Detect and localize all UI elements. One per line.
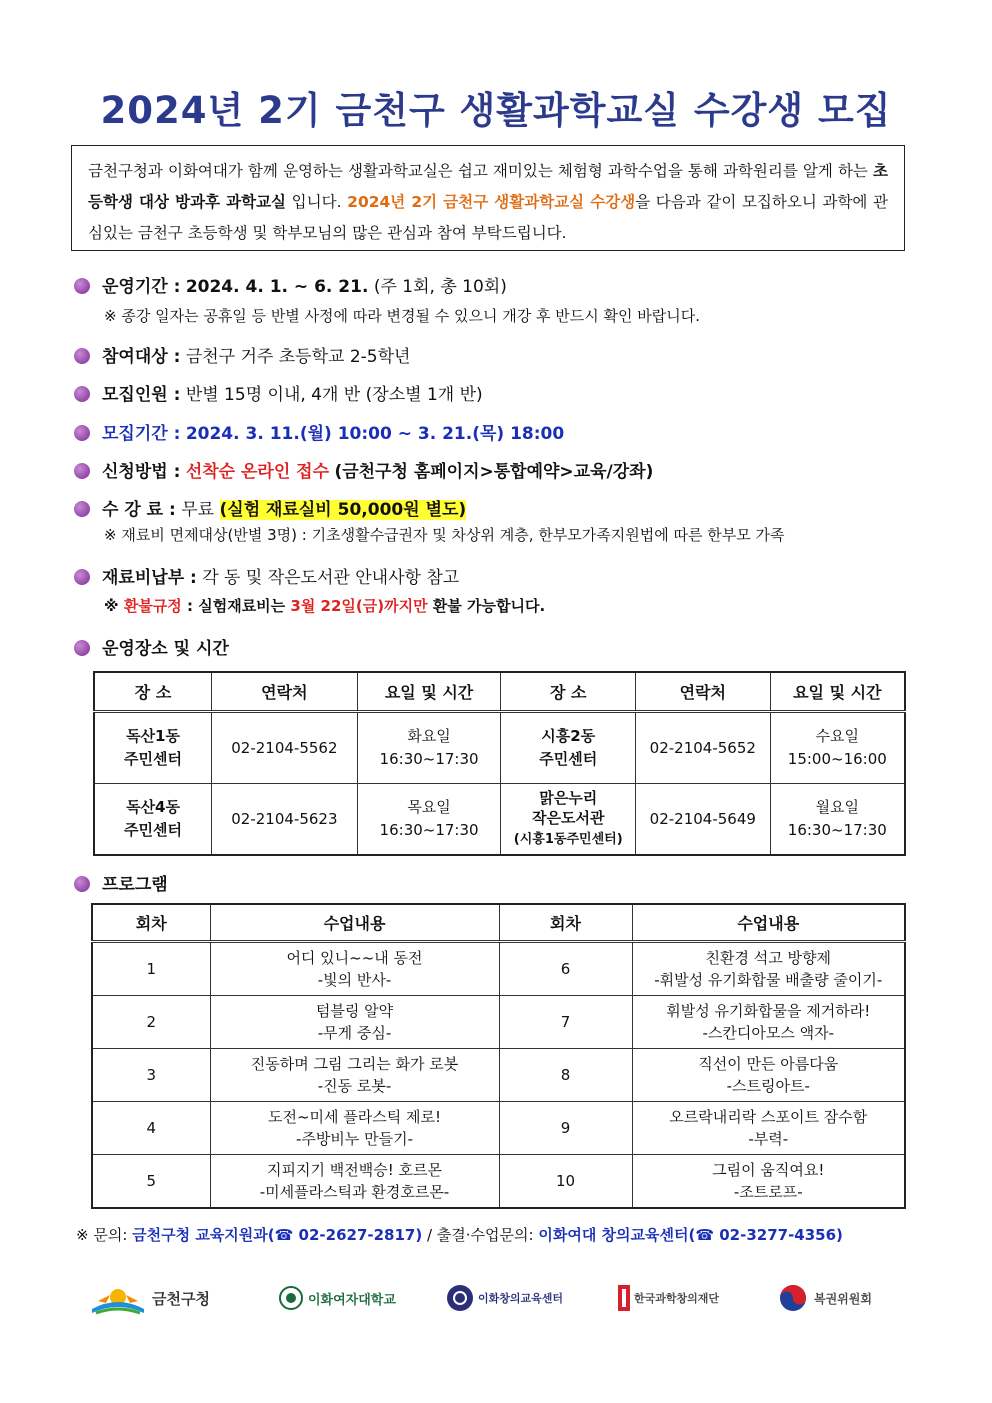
target-value: 금천구 거주 초등학교 2-5학년 [185,347,411,367]
bullet-icon [74,640,90,656]
kofac-logo-text: 한국과학창의재단 [634,1292,720,1305]
program-header-session: 회차 [92,904,210,942]
lottery-logo [778,1280,872,1316]
bullet-icon [74,463,90,479]
refund-date: 3월 22일(금)까지만 [290,597,428,615]
kofac-logo [618,1280,719,1316]
session-content: 지피지기 백전백승! 호르몬 -미세플라스틱과 환경호르몬- [210,1155,499,1209]
period-value: 2024. 4. 1. ~ 6. 21. [185,277,369,297]
ewha-emblem-icon [278,1285,304,1311]
bullet-icon [74,348,90,364]
program-header-content: 수업내용 [210,904,499,942]
bullet-icon [74,876,90,892]
fee-item [74,495,466,520]
venue-phone: 02-2104-5562 [212,712,358,784]
kofac-mark-icon [618,1285,630,1311]
fee-label: 수 강 료 : [102,500,176,520]
table-row [92,996,905,1049]
refund-label: 환불규정 [123,597,182,615]
venue-header-time: 요일 및 시간 [357,672,501,712]
pay-label: 재료비납부 : [102,568,197,588]
recruit-label: 모집기간 : [102,424,181,444]
refund-note [104,595,545,616]
venue-heading-text: 운영장소 및 시간 [102,639,229,659]
venue-header-time: 요일 및 시간 [770,672,905,712]
apply-path: (금천구청 홈페이지>통합예약>교육/강좌) [334,462,654,482]
ewha-logo-text: 이화여자대학교 [308,1292,396,1308]
venue-place: 독산1동 주민센터 [94,712,212,784]
intro-highlight: 초등학생 대상 방과후 과학교실 [88,162,888,211]
pay-item [74,563,459,588]
venue-place: 독산4동 주민센터 [94,784,212,856]
sun-icon [88,1281,148,1315]
contact-geumcheon: 금천구청 교육지원과(☎ 02-2627-2817) [132,1226,423,1244]
session-content: 텀블링 알약 -무게 중심- [210,996,499,1049]
bullet-icon [74,425,90,441]
period-note: ※ 종강 일자는 공휴일 등 반별 사정에 따라 변경될 수 있으니 개강 후 반드시 확인 바랍니다. [104,307,701,325]
venue-table [93,671,906,856]
session-number: 7 [499,996,632,1049]
count-value: 반별 15명 이내, 4개 반 (장소별 1개 반) [185,385,483,405]
program-heading [74,870,168,895]
recruit-item [74,419,564,444]
bullet-icon [74,278,90,294]
contact-note [76,1224,843,1245]
session-number: 4 [92,1102,210,1155]
venue-time: 월요일 16:30~17:30 [770,784,905,856]
session-content: 그림이 움직여요! -조트로프- [632,1155,905,1209]
ewha-center-logo [446,1280,563,1316]
venue-phone: 02-2104-5652 [635,712,770,784]
table-row [92,1155,905,1209]
geumcheon-logo [88,1280,210,1316]
apply-item [74,457,653,482]
venue-header-place: 장 소 [501,672,636,712]
refund-prefix: ※ [104,597,124,615]
ewha-logo [278,1280,396,1316]
period-extra: (주 1회, 총 10회) [373,277,507,297]
page-title: 2024년 2기 금천구 생활과학교실 수강생 모집 [100,89,892,132]
session-content: 진동하며 그림 그리는 화가 로봇 -진동 로봇- [210,1049,499,1102]
fee-value: 무료 [181,500,215,520]
program-heading-text: 프로그램 [102,875,168,895]
program-header-session: 회차 [499,904,632,942]
intro-text-2: 입니다. [286,193,348,211]
venue-time: 수요일 15:00~16:00 [770,712,905,784]
bullet-icon [74,569,90,585]
ewha-center-logo-text: 이화창의교육센터 [478,1292,564,1305]
table-row [92,1102,905,1155]
table-row [94,784,905,856]
venue-phone: 02-2104-5649 [635,784,770,856]
table-row [94,712,905,784]
venue-heading [74,634,229,659]
venue-header-row [94,672,905,712]
refund-end: 환불 가능합니다. [427,597,546,615]
ewha-center-emblem-icon [446,1284,474,1312]
count-label: 모집인원 : [102,385,181,405]
session-content: 휘발성 유기화합물을 제거하라! -스칸디아모스 액자- [632,996,905,1049]
contact-mid: / 출결·수업문의: [422,1226,539,1244]
apply-method: 선착순 온라인 접수 [185,462,330,482]
program-table [91,903,906,1209]
intro-box [71,145,905,251]
venue-header-place: 장 소 [94,672,212,712]
venue-place: 시흥2동 주민센터 [501,712,636,784]
bullet-icon [74,386,90,402]
pay-value: 각 동 및 작은도서관 안내사항 참고 [202,568,460,588]
venue-time: 목요일 16:30~17:30 [357,784,501,856]
program-header-row [92,904,905,942]
session-number: 9 [499,1102,632,1155]
refund-mid: : 실험재료비는 [181,597,291,615]
session-number: 3 [92,1049,210,1102]
period-label: 운영기간 : [102,277,181,297]
session-content: 오르락내리락 스포이트 잠수함 -부력- [632,1102,905,1155]
session-number: 8 [499,1049,632,1102]
session-content: 친환경 석고 방향제 -휘발성 유기화합물 배출량 줄이기- [632,942,905,996]
period-item [74,272,507,297]
contact-ewha: 이화여대 창의교육센터(☎ 02-3277-4356) [538,1226,843,1244]
target-label: 참여대상 : [102,347,181,367]
contact-prefix: ※ 문의: [76,1226,133,1244]
session-content: 어디 있니~~내 동전 -빛의 반사- [210,942,499,996]
session-number: 10 [499,1155,632,1209]
venue-place: 맑은누리 작은도서관 (시흥1동주민센터) [501,784,636,856]
venue-phone: 02-2104-5623 [212,784,358,856]
geumcheon-logo-text: 금천구청 [152,1289,210,1308]
session-content: 직선이 만든 아름다움 -스트링아트- [632,1049,905,1102]
lottery-logo-text: 복권위원회 [814,1291,872,1306]
fee-material: (실험 재료실비 50,000원 별도) [219,500,467,520]
session-number: 6 [499,942,632,996]
session-number: 2 [92,996,210,1049]
venue-header-contact: 연락처 [635,672,770,712]
count-item [74,380,483,405]
intro-text-1: 금천구청과 이화여대가 함께 운영하는 생활과학교실은 쉽고 재미있는 체험형 과학수업을 통해 과학원리를 알게 하는 [88,162,874,180]
fee-note: ※ 재료비 면제대상(반별 3명) : 기초생활수급권자 및 차상위 계층, 한부모가족지원법에 따른 한부모 가족 [104,526,785,544]
table-row [92,942,905,996]
table-row [92,1049,905,1102]
session-number: 1 [92,942,210,996]
taegeuk-icon [778,1283,808,1313]
bullet-icon [74,501,90,517]
program-header-content: 수업내용 [632,904,905,942]
logo-bar [88,1280,908,1320]
target-item [74,342,410,367]
session-number: 5 [92,1155,210,1209]
session-content: 도전~미세 플라스틱 제로! -주방비누 만들기- [210,1102,499,1155]
intro-orange: 2024년 2기 금천구 생활과학교실 수강생 [347,193,636,211]
recruit-value: 2024. 3. 11.(월) 10:00 ~ 3. 21.(목) 18:00 [185,424,565,444]
apply-label: 신청방법 : [102,462,181,482]
venue-time: 화요일 16:30~17:30 [357,712,501,784]
venue-header-contact: 연락처 [212,672,358,712]
intro-text-3: 을 다음과 같이 모집하오니 과학에 관심있는 금천구 초등학생 및 학부모님의 많은 관심과 참여 부탁드립니다. [88,193,889,242]
